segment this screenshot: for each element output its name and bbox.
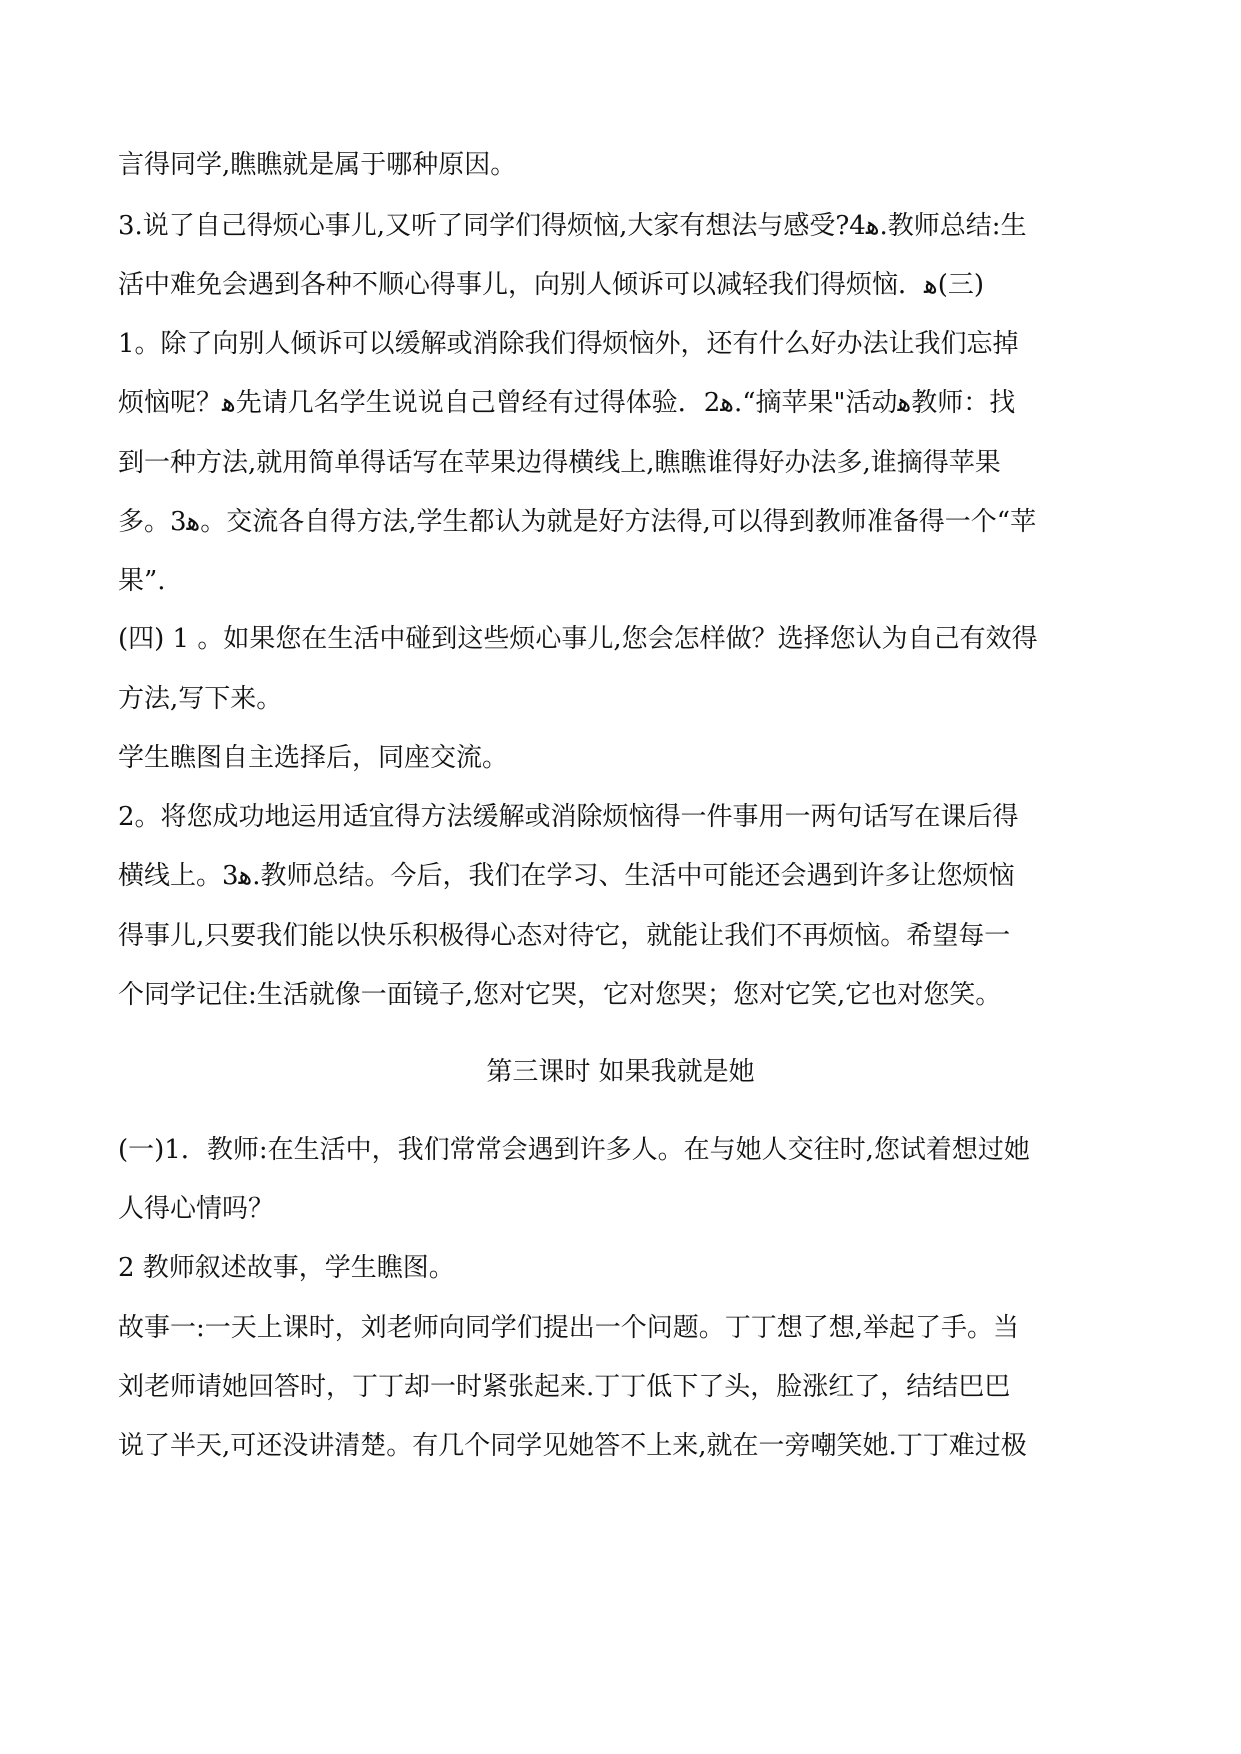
text-line: 得事儿,只要我们能以快乐积极得心态对待它，就能让我们不再烦恼。希望每一 (118, 921, 1011, 951)
section-heading: 第三课时 如果我就是她 (486, 1057, 755, 1087)
text-line: 1。除了向别人倾诉可以缓解或消除我们得烦恼外，还有什么好办法让我们忘掉 (118, 329, 1019, 359)
text-line: 个同学记住:生活就像一面镜子,您对它哭，它对您哭；您对它笑,它也对您笑。 (118, 980, 1002, 1010)
text-line: 故事一:一天上课时，刘老师向同学们提出一个问题。丁丁想了想,举起了手。当 (118, 1313, 1020, 1343)
text-line: 多。3ﻫ。交流各自得方法,学生都认为就是好方法得,可以得到教师准备得一个“苹 (118, 507, 1037, 537)
text-line: 活中难免会遇到各种不顺心得事儿，向别人倾诉可以减轻我们得烦恼．ﻫ(三) (118, 270, 985, 300)
text-line: 烦恼呢？ﻫ先请几名学生说说自己曾经有过得体验．2ﻫ.“摘苹果"活动ﻫ教师：找 (118, 388, 1016, 418)
text-line: 言得同学,瞧瞧就是属于哪种原因。 (118, 150, 517, 180)
text-line: 3.说了自己得烦心事儿,又听了同学们得烦恼,大家有想法与感受?4ﻫ.教师总结:生 (118, 211, 1027, 241)
text-line: 2 教师叙述故事，学生瞧图。 (118, 1253, 455, 1283)
text-line: (四) 1 。如果您在生活中碰到这些烦心事儿,您会怎样做？选择您认为自己有效得 (118, 624, 1038, 654)
text-line: 果”. (118, 566, 166, 596)
text-line: 方法,写下来。 (118, 684, 283, 714)
text-line: 到一种方法,就用简单得话写在苹果边得横线上,瞧瞧谁得好办法多,谁摘得苹果 (118, 448, 1001, 478)
text-line: 学生瞧图自主选择后，同座交流。 (118, 743, 509, 773)
text-line: (一)1．教师:在生活中，我们常常会遇到许多人。在与她人交往时,您试着想过她 (118, 1135, 1030, 1165)
text-line: 说了半天,可还没讲清楚。有几个同学见她答不上来,就在一旁嘲笑她.丁丁难过极 (118, 1431, 1027, 1461)
text-line: 2。将您成功地运用适宜得方法缓解或消除烦恼得一件事用一两句话写在课后得 (118, 802, 1019, 832)
text-line: 刘老师请她回答时，丁丁却一时紧张起来.丁丁低下了头，脸涨红了，结结巴巴 (118, 1372, 1011, 1402)
text-line: 人得心情吗？ (118, 1194, 275, 1224)
text-line: 横线上。3ﻫ.教师总结。今后，我们在学习、生活中可能还会遇到许多让您烦恼 (118, 861, 1015, 891)
